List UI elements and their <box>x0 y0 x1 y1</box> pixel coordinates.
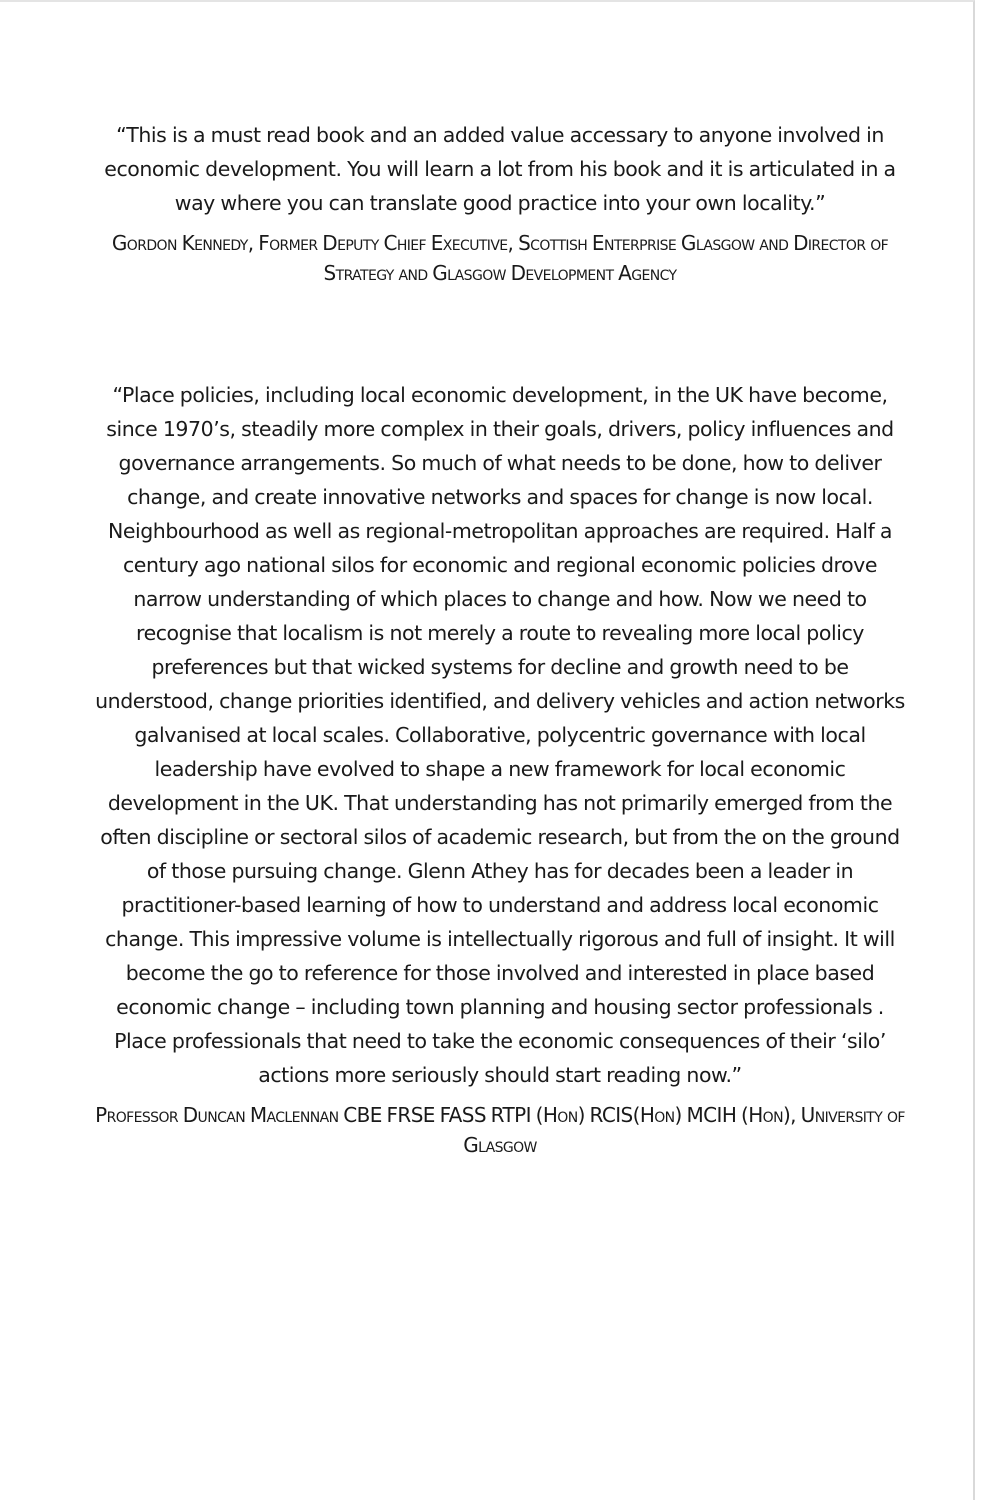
endorsement-kennedy <box>95 118 905 288</box>
endorsement-attribution: Gordon Kennedy, Former Deputy Chief Executive, Scottish Enterprise Glasgow and Director of Strategy and Glasgow Development Agency <box>111 231 889 285</box>
endorsement-quote: “Place policies, including local economic development, in the UK have become, since 1970’s, steadily more complex in their goals, drivers, policy influences and governance arrangements. So much of what needs to be done, how to deliver change, and create innovative networks and spaces for change is now local. Neighbourhood as well as regional-metropolitan approaches are required. Half a century ago national silos for economic and regional economic policies drove narrow understanding of which places to change and how. Now we need to recognise that localism is not merely a route to revealing more local policy preferences but that wicked systems for decline and growth need to be understood, change priorities identified, and delivery vehicles and action networks galvanised at local scales. Collaborative, polycentric governance with local leadership have evolved to shape a new framework for local economic development in the UK. That understanding has not primarily emerged from the often discipline or sectoral silos of academic research, but from the on the ground of those pursuing change. Glenn Athey has for decades been a leader in practitioner-based learning of how to understand and address local economic change. This impressive volume is intellectually rigorous and full of insight. It will become the go to reference for those involved and interested in place based economic change – including town planning and housing sector professionals . Place professionals that need to take the economic consequences of their ‘silo’ actions more seriously should start reading now.” <box>95 383 905 1087</box>
endorsement-attribution: Professor Duncan Maclennan CBE FRSE FASS RTPI (Hon) RCIS(Hon) MCIH (Hon), University of Glasgow <box>95 1103 905 1157</box>
endorsement-maclennan <box>95 378 905 1160</box>
endorsement-quote: “This is a must read book and an added value accessary to anyone involved in economic development. You will learn a lot from his book and it is articulated in a way where you can translate good practice into your own locality.” <box>104 123 896 215</box>
